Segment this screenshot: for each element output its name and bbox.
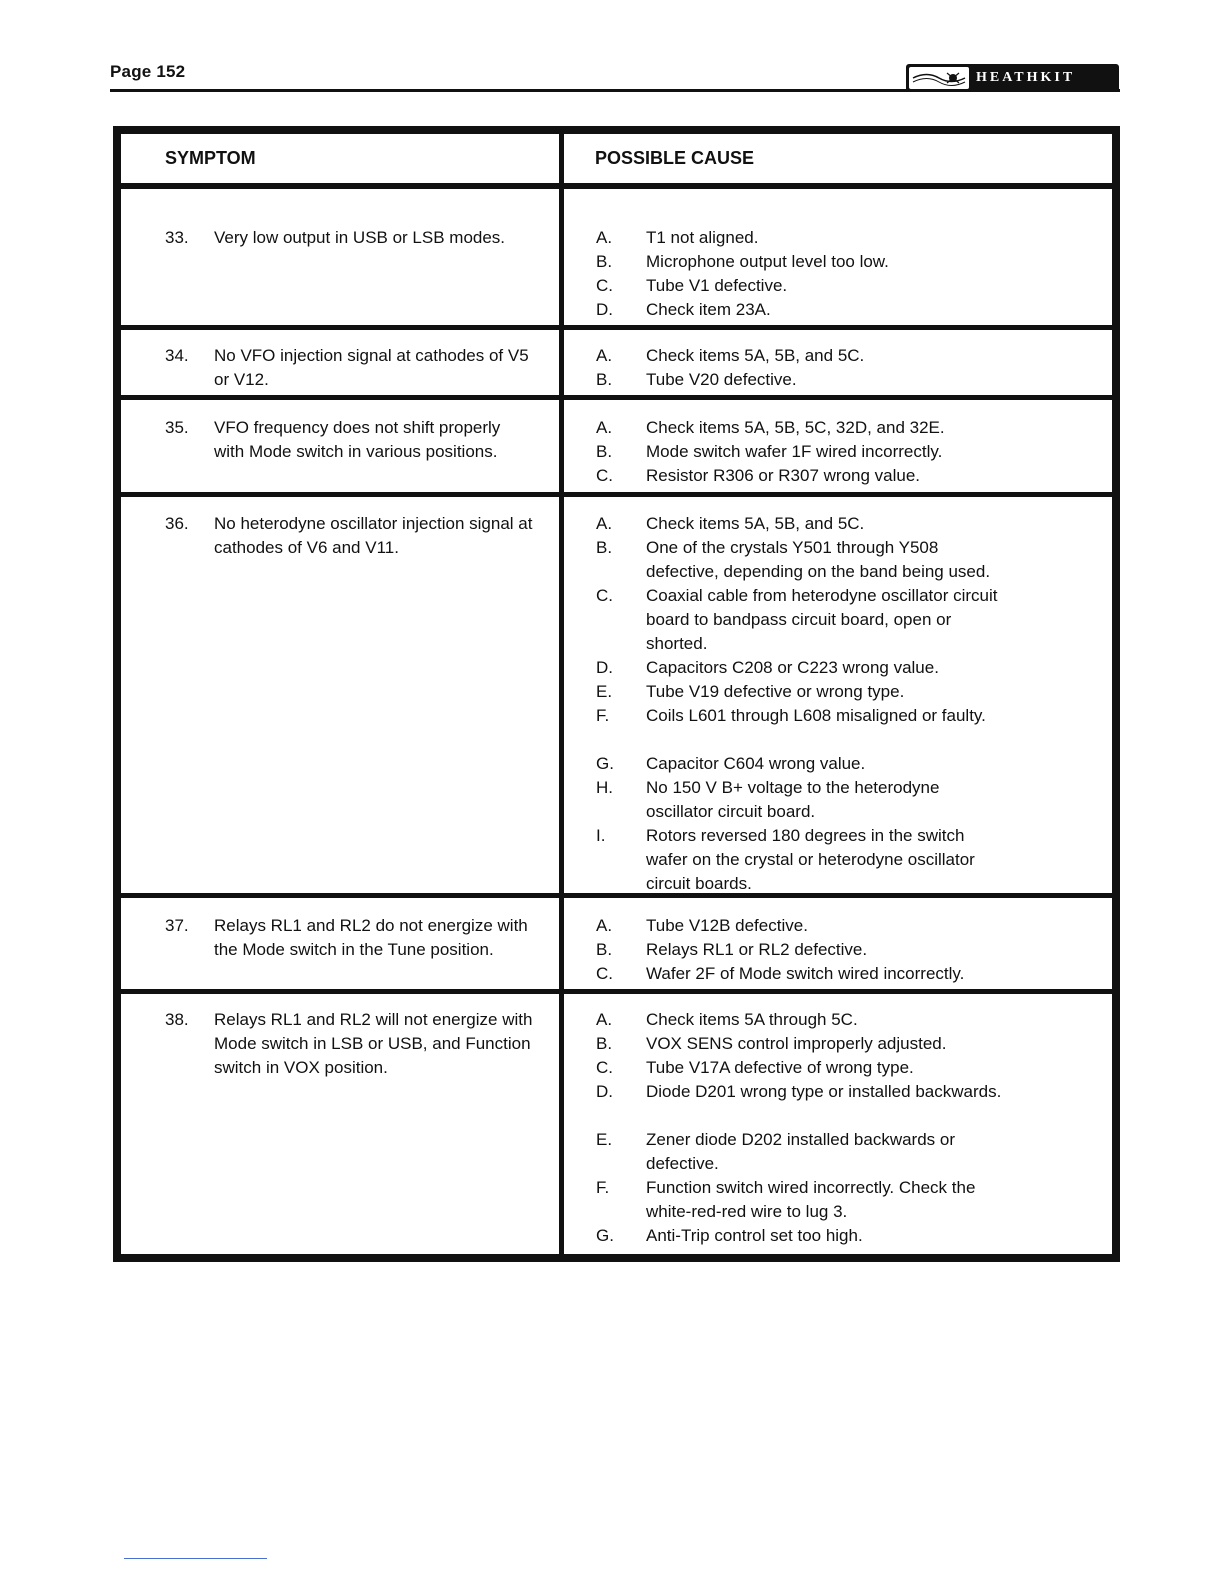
cause-letter: G.: [596, 1226, 614, 1245]
logo-brand-text: HEATHKIT: [976, 70, 1076, 85]
cause-letter: D.: [596, 658, 613, 677]
cause-text: Mode switch wafer 1F wired incorrectly.: [646, 442, 943, 461]
header-possible-cause: POSSIBLE CAUSE: [595, 148, 755, 168]
symptom-number: 37.: [165, 916, 189, 935]
cause-text: Check items 5A, 5B, and 5C.: [646, 514, 865, 533]
row-divider: [121, 989, 1112, 994]
cause-text: Check items 5A, 5B, and 5C.: [646, 346, 865, 365]
cause-text: Coils L601 through L608 misaligned or faulty.: [646, 706, 986, 725]
cause-letter: E.: [596, 682, 613, 701]
cause-letter: I.: [596, 826, 606, 845]
cause-letter: G.: [596, 754, 614, 773]
column-divider: [559, 134, 564, 1254]
cause-text: Rotors reversed 180 degrees in the switch wafer on the crystal or heterodyne oscillator circuit boards.: [646, 826, 975, 893]
cause-letter: H.: [596, 778, 613, 797]
table-header: [121, 134, 1112, 189]
cause-letter: F.: [596, 706, 610, 725]
cause-text: Check items 5A through 5C.: [646, 1010, 858, 1029]
cause-letter: C.: [596, 466, 613, 485]
symptom-number: 33.: [165, 228, 189, 247]
cause-letter: A.: [596, 916, 613, 935]
cause-text: No 150 V B+ voltage to the heterodyne oscillator circuit board.: [646, 778, 940, 821]
symptom-text: No heterodyne oscillator injection signal at cathodes of V6 and V11.: [214, 514, 533, 557]
header-symptom: SYMPTOM: [165, 148, 256, 168]
cause-text: Resistor R306 or R307 wrong value.: [646, 466, 921, 485]
cause-text: Tube V19 defective or wrong type.: [646, 682, 905, 701]
cause-text: Anti-Trip control set too high.: [646, 1226, 863, 1245]
cause-letter: C.: [596, 964, 613, 983]
cause-letter: D.: [596, 300, 613, 319]
symptom-number: 38.: [165, 1010, 189, 1029]
cause-letter: F.: [596, 1178, 610, 1197]
cause-text: VOX SENS control improperly adjusted.: [646, 1034, 947, 1053]
cause-text: Zener diode D202 installed backwards or defective.: [646, 1130, 956, 1173]
cause-letter: A.: [596, 228, 613, 247]
cause-text: Microphone output level too low.: [646, 252, 889, 271]
cause-text: Coaxial cable from heterodyne oscillator circuit board to bandpass circuit board, open or shorted.: [646, 586, 998, 653]
cause-text: Check items 5A, 5B, 5C, 32D, and 32E.: [646, 418, 945, 437]
cause-text: Diode D201 wrong type or installed backwards.: [646, 1082, 1002, 1101]
cause-text: Capacitor C604 wrong value.: [646, 754, 866, 773]
cause-letter: B.: [596, 940, 613, 959]
cause-letter: A.: [596, 514, 613, 533]
cause-letter: B.: [596, 252, 613, 271]
cause-letter: E.: [596, 1130, 613, 1149]
cause-letter: D.: [596, 1082, 613, 1101]
cause-letter: B.: [596, 442, 613, 461]
cause-text: Tube V12B defective.: [646, 916, 808, 935]
cause-text: Tube V1 defective.: [646, 276, 788, 295]
cause-letter: A.: [596, 346, 613, 365]
cause-text: Capacitors C208 or C223 wrong value.: [646, 658, 939, 677]
symptom-text: VFO frequency does not shift properly with Mode switch in various positions.: [214, 418, 501, 461]
symptom-number: 34.: [165, 346, 189, 365]
row-divider: [121, 395, 1112, 400]
cause-letter: C.: [596, 276, 613, 295]
row-divider: [121, 492, 1112, 497]
cause-letter: C.: [596, 1058, 613, 1077]
cause-letter: B.: [596, 370, 613, 389]
cause-text: Tube V17A defective of wrong type.: [646, 1058, 914, 1077]
row-divider: [121, 325, 1112, 330]
symptom-text: Relays RL1 and RL2 do not energize with the Mode switch in the Tune position.: [214, 916, 528, 959]
cause-text: T1 not aligned.: [646, 228, 759, 247]
footnote-rule: [124, 1558, 267, 1559]
heathkit-logo: [906, 64, 1119, 92]
symptom-number: 36.: [165, 514, 189, 533]
cause-text: Tube V20 defective.: [646, 370, 797, 389]
symptom-number: 35.: [165, 418, 189, 437]
logo-emblem-icon: [909, 67, 969, 89]
cause-letter: A.: [596, 418, 613, 437]
symptom-text: No VFO injection signal at cathodes of V5 or V12.: [214, 346, 529, 389]
symptom-text: Relays RL1 and RL2 will not energize with Mode switch in LSB or USB, and Function switch in VOX position.: [214, 1010, 533, 1077]
troubleshooting-table: [113, 126, 1120, 1262]
cause-letter: A.: [596, 1010, 613, 1029]
page-number: Page 152: [110, 62, 186, 81]
cause-text: Function switch wired incorrectly. Check the white-red-red wire to lug 3.: [646, 1178, 976, 1221]
cause-text: Wafer 2F of Mode switch wired incorrectly.: [646, 964, 965, 983]
header-rule: [110, 89, 1120, 92]
symptom-text: Very low output in USB or LSB modes.: [214, 228, 506, 247]
cause-text: One of the crystals Y501 through Y508 defective, depending on the band being used.: [646, 538, 991, 581]
cause-letter: B.: [596, 1034, 613, 1053]
cause-letter: B.: [596, 538, 613, 557]
cause-text: Relays RL1 or RL2 defective.: [646, 940, 868, 959]
cause-letter: C.: [596, 586, 613, 605]
cause-text: Check item 23A.: [646, 300, 771, 319]
